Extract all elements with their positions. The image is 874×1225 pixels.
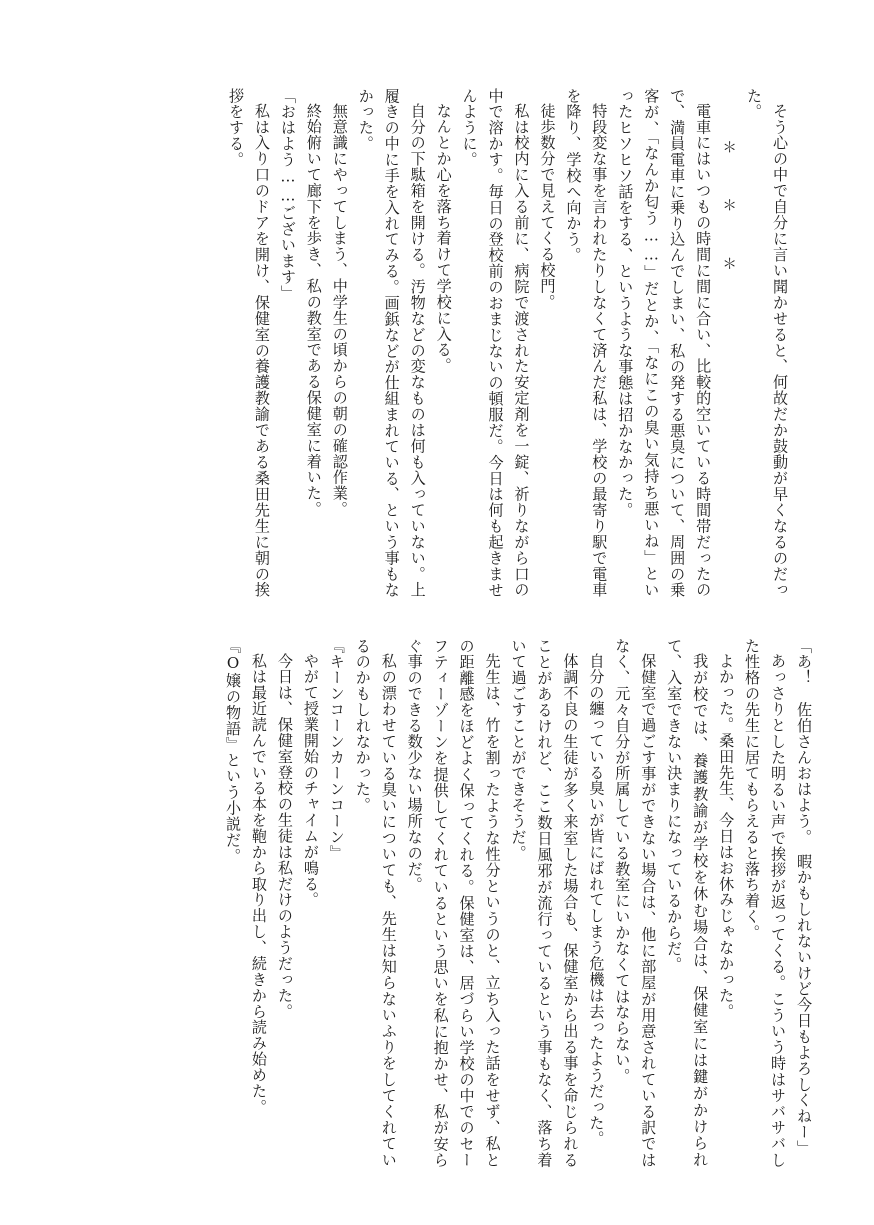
- paragraph: 私は最近読んでいる本を鞄から取り出し、続きから読み始めた。: [249, 653, 268, 1116]
- paragraph: 私の漂わせている臭いについても、先生は知らないふりをしてくれているのかもしれなかった。: [353, 638, 398, 1168]
- paragraph: そう心の中で自分に言い聞かせると、何故だか鼓動が早くなるのだった。: [745, 88, 789, 598]
- paragraph: 終始俯いて廊下を歩き、私の教室である保健室に着いた。: [304, 103, 323, 518]
- paragraph: 徒歩数分で見えてくる校門。: [538, 103, 557, 311]
- paragraph: よかった。桑田先生、今日はお休みじゃなかった。: [717, 653, 736, 1020]
- paragraph: 無意識にやってしまう、中学生の頃からの朝の確認作業。: [330, 103, 349, 518]
- paragraph: 特段変な事を言われたりしなくて済んだ私は、学校の最寄り駅で電車を降り、学校へ向かう。: [564, 88, 609, 598]
- paragraph: あっさりとした明るい声で挨拶が返ってくる。こういう時はサバサバした性格の先生に居てもらえると落ち着く。: [743, 638, 788, 1168]
- text-block-one: [92, 88, 792, 598]
- text-block-two: [76, 638, 816, 1168]
- paragraph: 保健室で過ごす事ができない場合は、他に部屋が用意されている訳ではなく、元々自分が所属している教室にいかなくてはならない。: [613, 638, 658, 1168]
- paragraph: 私は校内に入る前に、病院で渡された安定剤を一錠、祈りながら口の中で溶かす。毎日の登校前のおまじないの頓服だ。今日は何も起きませんように。: [460, 88, 531, 598]
- paragraph: なんとか心を落ち着けて学校に入る。: [434, 103, 453, 374]
- book-title-line: 『O嬢の物語』という小説だ。: [224, 638, 243, 864]
- paragraph: 我が校では、養護教諭が学校を休む場合は、保健室には鍵がかけられて、入室できない決まりになっているからだ。: [665, 638, 710, 1168]
- paragraph: 自分の纏っている臭いが皆にばれてしまう危機は去ったようだった。: [587, 653, 606, 1147]
- dialogue-line: 「あ！ 佐伯さんおはよう。 暇かもしれないけど今日もよろしくねー」: [795, 638, 813, 1157]
- paragraph: 体調不良の生徒が多く来室した場合も、保健室から出る事を命じられることがあるけれど、ここ数日風邪が流行っているという事もなく、落ち着いて過ごすことができそうだ。: [509, 638, 580, 1168]
- paragraph: 私は入り口のドアを開け、保健室の養護教諭である桑田先生に朝の挨拶をする。: [227, 88, 271, 598]
- paragraph: 自分の下駄箱を開ける。汚物などの変なものは何も入っていない。上履きの中に手を入れてみる。画鋲などが仕組まれている、という事もなかった。: [356, 88, 427, 598]
- chime-sound-line: 『キーンコーンカーンコーン』: [327, 638, 346, 862]
- scene-break-asterisks: ＊ ＊ ＊: [720, 140, 737, 285]
- dialogue-line: 「おはよう……ございます」: [278, 88, 297, 301]
- paragraph: 先生は、竹を割ったような性分というのと、立ち入った話をせず、私との距離感をほどよく保ってくれる。保健室は、居づらい学校の中でのセーフティーゾーンを提供してくれているという思いを私に抱かせ、私が安らぐ事のできる数少ない場所なのだ。: [405, 638, 502, 1168]
- paragraph: 電車にはいつもの時間に間に合い、比較的空いている時間帯だったので、満員電車に乗り込んでしまい、私の発する悪臭について、周囲の乗客が、「なんか匂う……」だとか、「なにこの臭い気持ち悪いね」といったヒソヒソ話をする、というような事態は招かなかった。: [616, 88, 713, 598]
- paragraph: やがて授業開始のチャイムが鳴る。: [301, 653, 320, 908]
- paragraph: 今日は、保健室登校の生徒は私だけのようだった。: [275, 653, 294, 1020]
